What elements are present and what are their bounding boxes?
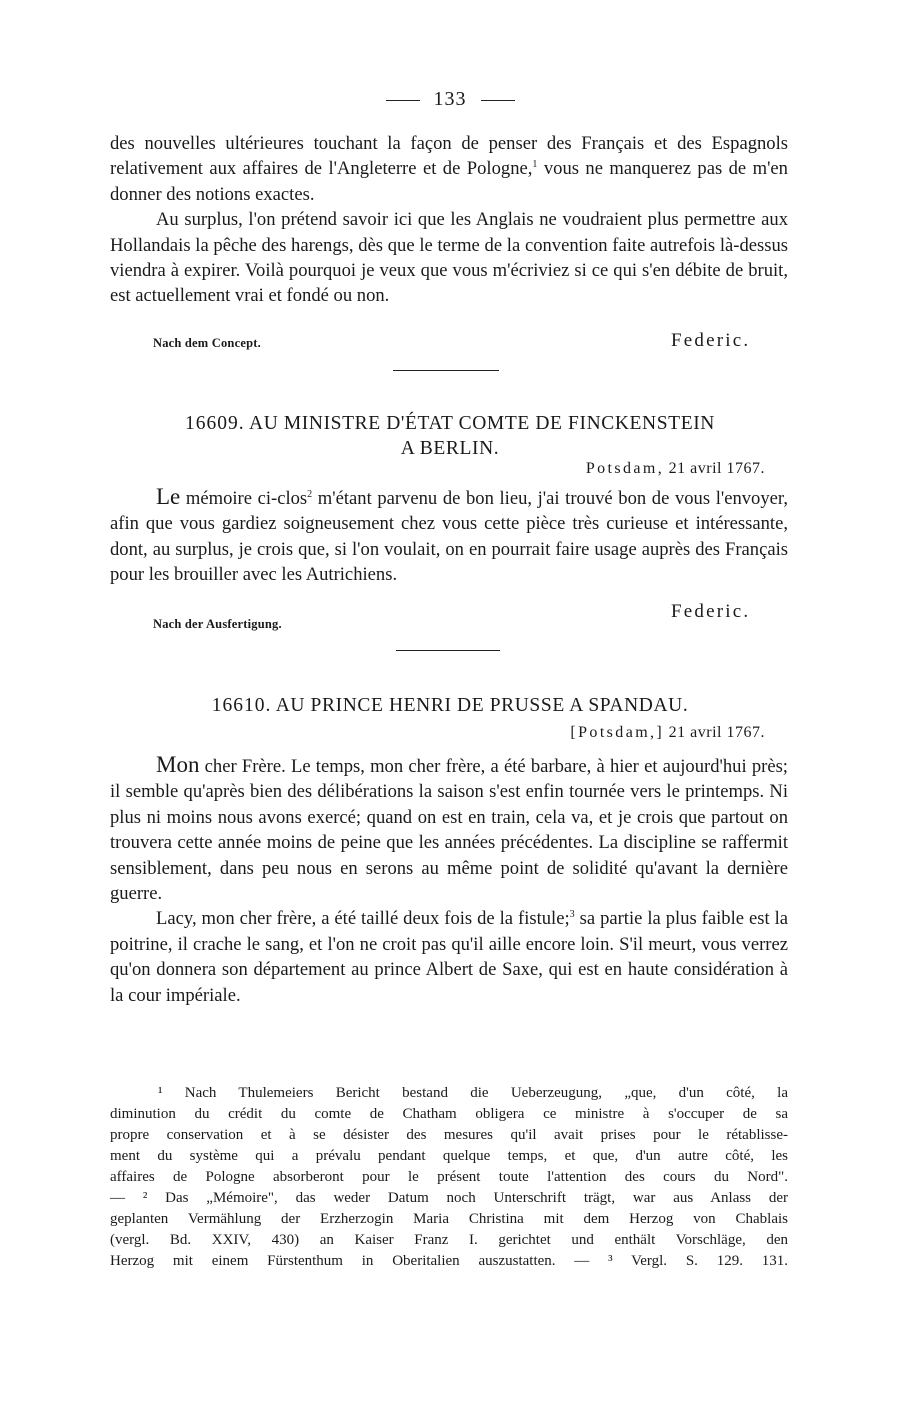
footnote-line-1: ¹ Nach Thulemeiers Bericht bestand die Ueberzeugung, „que, d'un côté, la <box>158 1085 788 1101</box>
letter-16610-paragraph-2-text-b: sa partie la plus faible est la poitrine, il crache le sang, et l'on ne croit pas qu'il aille encore loin. S'il meurt, vous verrez qu'on donnera son département au prince Albert de Saxe, qui est en haute considération à la cour impériale. <box>110 908 788 1006</box>
letter-16609-body <box>110 484 788 588</box>
footnote-line-8: (vergl. Bd. XXIV, 430) an Kaiser Franz I. gerichtet und enthält Vorschläge, den <box>110 1232 788 1248</box>
page-header <box>0 88 900 111</box>
footnote-line-7: geplanten Vermählung der Erzherzogin Maria Christina mit dem Herzog von Chablais <box>110 1211 788 1227</box>
letter-16610-place: [Potsdam,] <box>570 724 665 741</box>
signature-2: Federic. <box>671 601 751 622</box>
section-divider-1 <box>393 370 499 371</box>
footnote-line-4: ment du système qui a prévalu pendant quelque temps, et que, d'un autre côté, les <box>110 1148 788 1164</box>
continuation-paragraph-1 <box>110 131 788 207</box>
letter-16609-dateline <box>586 460 765 478</box>
letter-16609-initial: Le <box>156 484 181 509</box>
section-divider-2 <box>396 650 500 651</box>
letter-16610-body <box>110 752 788 1008</box>
letter-16610-number: 16610. <box>211 695 272 716</box>
footnote-line-6: — ² Das „Mémoire", das weder Datum noch Unterschrift trägt, war aus Anlass der <box>110 1190 788 1206</box>
continuation-paragraph-2: Au surplus, l'on prétend savoir ici que les Anglais ne voudraient plus permettre aux Hollandais la pêche des harengs, dès que le terme de la convention faite autrefois là-dessus viendra à expirer. Voilà pourquoi je veux que vous m'écriviez si ce qui s'en débite de bruit, est actuellement vrai et fondé ou non. <box>110 209 788 307</box>
footnote-ref-1: 1 <box>532 159 538 171</box>
continuation-text <box>110 131 788 309</box>
letter-16609-number: 16609. <box>185 413 245 434</box>
continuation-paragraph-1-end: vous ne manquerez pas de m'en donner des notions exactes. <box>110 158 788 205</box>
header-dash-left <box>386 100 420 101</box>
footnote-line-5: affaires de Pologne absorberont pour le présent toute l'attention des cours du Nord". <box>110 1169 788 1185</box>
footnote-line-9: Herzog mit einem Fürstenthum in Oberitalien auszustatten. — ³ Vergl. S. 129. 131. <box>110 1253 788 1269</box>
source-note-1: Nach dem Concept. <box>153 336 261 350</box>
source-note-2: Nach der Ausfertigung. <box>153 617 282 631</box>
letter-16610-initial: Mon <box>156 752 200 777</box>
footnote-line-2: diminution du crédit du comte de Chatham obligera ce ministre à s'occuper de sa <box>110 1106 788 1122</box>
letter-16609-title: AU MINISTRE D'ÉTAT COMTE DE FINCKENSTEIN <box>249 413 715 434</box>
letter-16609-text-a: mémoire ci-clos <box>185 488 308 509</box>
letter-16609-paragraph <box>110 484 788 588</box>
letter-16610-date: 21 avril 1767. <box>668 724 765 741</box>
letter-16609-title-line-1 <box>130 411 770 436</box>
letter-16610-dateline <box>570 724 765 742</box>
signature-1: Federic. <box>671 330 751 351</box>
continuation-paragraph-1-text: des nouvelles ultérieures touchant la façon de penser des Français et des Espagnols relativement aux affaires de l'Angleterre et de Pologne, <box>110 133 788 180</box>
letter-16610-paragraph-1-text: cher Frère. Le temps, mon cher frère, a été barbare, à hier et aujourd'hui près; il semble qu'après bien des délibérations la saison s'est enfin tournée vers le printemps. Ni plus ni moins nous avons exercé; quand on est en train, cela va, et je crois que partout on trouvera cette année moins de peine que les années précédentes. La discipline se raffermit sensiblement, dans peu nous en serons au même point de solidité qu'avant la dernière guerre. <box>110 756 788 905</box>
letter-16610-heading <box>130 693 770 718</box>
letter-16610-title: AU PRINCE HENRI DE PRUSSE A SPANDAU. <box>275 695 689 716</box>
letter-16609-heading <box>130 411 770 461</box>
letter-16609-date: 21 avril 1767. <box>668 460 765 477</box>
letter-16610-paragraph-2 <box>110 906 788 1008</box>
page-number: 133 <box>433 88 467 110</box>
letter-16610-paragraph-2-text-a: Lacy, mon cher frère, a été taillé deux fois de la fistule; <box>156 908 570 930</box>
letter-16609-place: Potsdam, <box>585 460 665 477</box>
footnote-line-3: propre conservation et à se désister des mesures qu'il avait prises pour le rétablisse- <box>110 1127 788 1143</box>
footnote-ref-3: 3 <box>569 909 575 921</box>
header-dash-right <box>481 100 515 101</box>
letter-16609-text-b: m'étant parvenu de bon lieu, j'ai trouvé bon de vous l'envoyer, afin que vous gardiez soigneusement chez vous cette pièce très curieuse et intéressante, dont, au surplus, je crois que, si l'on voulait, on en pourrait faire usage auprès des Français pour les brouiller avec les Autrichiens. <box>110 488 789 586</box>
footnote-ref-2: 2 <box>307 488 313 500</box>
letter-16609-title-line-2: A BERLIN. <box>400 438 500 459</box>
letter-16610-paragraph-1 <box>110 752 788 906</box>
